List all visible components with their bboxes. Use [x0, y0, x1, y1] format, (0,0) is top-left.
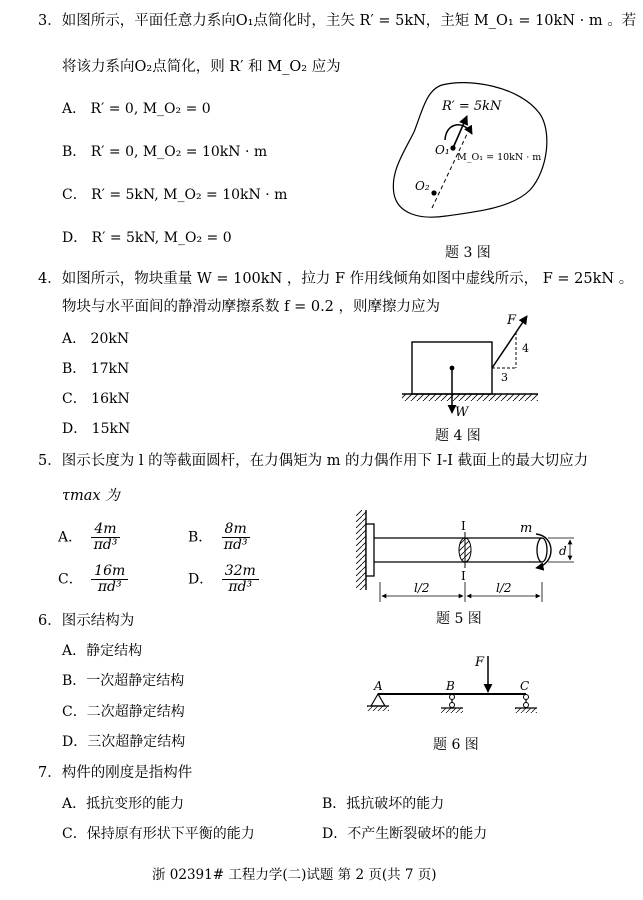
q6-support-c-hatch: [515, 708, 537, 713]
q4-option-d: D． 15kN: [62, 421, 131, 437]
q5-option-d-num: 32m: [222, 564, 259, 580]
q6-caption: 题 6 图: [433, 737, 479, 753]
q6-force-label: F: [475, 655, 485, 670]
q7-option-c: C．保持原有形状下平衡的能力: [62, 826, 255, 842]
q3-figure: [390, 82, 550, 242]
q4-ground-hatch: [402, 394, 538, 401]
q5-caption: 题 5 图: [436, 611, 482, 627]
q6-figure: [362, 652, 542, 724]
page-footer: 浙 02391# 工程力学(二)试题 第 2 页(共 7 页): [152, 867, 437, 883]
q5-section-label-top: I: [461, 519, 466, 533]
q6-option-c: C．二次超静定结构: [62, 704, 185, 720]
q6-support-b-label: B: [446, 679, 455, 693]
q4-figure: [400, 310, 550, 422]
q5-option-c-num: 16m: [91, 564, 128, 580]
q3-caption: 题 3 图: [445, 245, 491, 261]
q5-option-c-letter: C．: [58, 571, 83, 588]
q5-flange: [366, 524, 374, 576]
q3-option-c: C． R′ = 5kN, M_O₂ = 10kN · m: [62, 187, 288, 203]
q6-option-b: B．一次超静定结构: [62, 673, 185, 689]
q3-point1-label: O₁: [435, 143, 450, 157]
q4-horizontal-label: 3: [501, 371, 508, 384]
q6-support-a-label: A: [374, 679, 383, 693]
q3-option-a: A． R′ = 0, M_O₂ = 0: [62, 101, 211, 117]
q5-wall-hatch: [356, 510, 366, 590]
q4-option-a: A． 20kN: [62, 331, 130, 347]
q7-option-b: B．抵抗破坏的能力: [322, 796, 445, 812]
q4-option-b: B． 17kN: [62, 361, 130, 377]
q6-support-b-hatch: [441, 708, 463, 713]
q3-point2-label: O₂: [415, 179, 430, 193]
q6-support-c-label: C: [520, 679, 530, 693]
q3-point-o1: [450, 145, 455, 150]
q4-force-label: F: [507, 313, 517, 328]
q4-stem-line2: 物块与水平面间的静滑动摩擦系数 f = 0.2 ，则摩擦力应为: [62, 299, 441, 315]
q4-stem-line1: 4．如图所示，物块重量 W = 100kN ，拉力 F 作用线倾角如图中虚线所示， F = 25kN 。: [38, 271, 634, 287]
q5-option-c-den: πd³: [97, 579, 122, 595]
q3-moment-arrow: [445, 125, 472, 140]
q5-stem-line1: 5．图示长度为 l 的等截面圆杆，在力偶矩为 m 的力偶作用下 I-I 截面上的最大切应力: [38, 453, 589, 469]
q4-option-c: C． 16kN: [62, 391, 130, 407]
q6-stem: 6．图示结构为: [38, 613, 135, 629]
q5-option-a: [58, 522, 120, 553]
q5-option-d-den: πd³: [228, 579, 253, 595]
q3-stem-line2: 将该力系向O₂点简化，则 R′ 和 M_O₂ 应为: [62, 59, 341, 75]
q5-option-d-letter: D．: [188, 571, 214, 588]
q6-option-a: A．静定结构: [62, 643, 143, 659]
q5-option-b-letter: B．: [188, 529, 213, 546]
q5-moment-label: m: [520, 521, 533, 536]
q5-option-a-letter: A．: [58, 529, 83, 546]
q3-point-o2: [431, 190, 436, 195]
q3-force-arrow: [453, 116, 467, 148]
q3-force-label: R′ = 5kN: [442, 99, 502, 114]
q7-stem: 7．构件的刚度是指构件: [38, 765, 193, 781]
q5-figure: [350, 498, 590, 608]
q5-stem-line2: τmax 为: [62, 488, 120, 504]
q5-option-b-num: 8m: [222, 522, 250, 538]
q5-option-a-den: πd³: [93, 537, 118, 553]
q7-option-a: A．抵抗变形的能力: [62, 796, 185, 812]
q5-diameter-label: d: [559, 544, 567, 558]
q3-option-b: B． R′ = 0, M_O₂ = 10kN · m: [62, 144, 268, 160]
q5-section-label-bottom: I: [461, 569, 466, 583]
q4-caption: 题 4 图: [435, 428, 481, 444]
q6-support-a: [371, 694, 385, 706]
q3-moment-label: M_O₁ = 10kN · m: [457, 152, 542, 163]
q3-stem-line1: 3．如图所示，平面任意力系向O₁点简化时，主矢 R′ = 5kN，主矩 M_O₁ = 10kN · m 。若: [38, 13, 637, 29]
q3-option-d: D． R′ = 5kN, M_O₂ = 0: [62, 230, 232, 246]
q4-vertical-label: 4: [522, 342, 529, 355]
q5-option-a-num: 4m: [91, 522, 119, 538]
q6-option-d: D．三次超静定结构: [62, 734, 186, 750]
q5-length-left-label: l/2: [414, 581, 430, 595]
q6-support-a-hatch: [367, 706, 389, 711]
q4-weight-label: W: [455, 405, 469, 420]
q5-rod-end: [537, 538, 547, 562]
q5-option-d: [188, 564, 259, 595]
q5-option-b-den: πd³: [223, 537, 248, 553]
q5-length-right-label: l/2: [496, 581, 512, 595]
q5-option-c: [58, 564, 128, 595]
q5-option-b: [188, 522, 251, 553]
q7-option-d: D．不产生断裂破坏的能力: [322, 826, 488, 842]
